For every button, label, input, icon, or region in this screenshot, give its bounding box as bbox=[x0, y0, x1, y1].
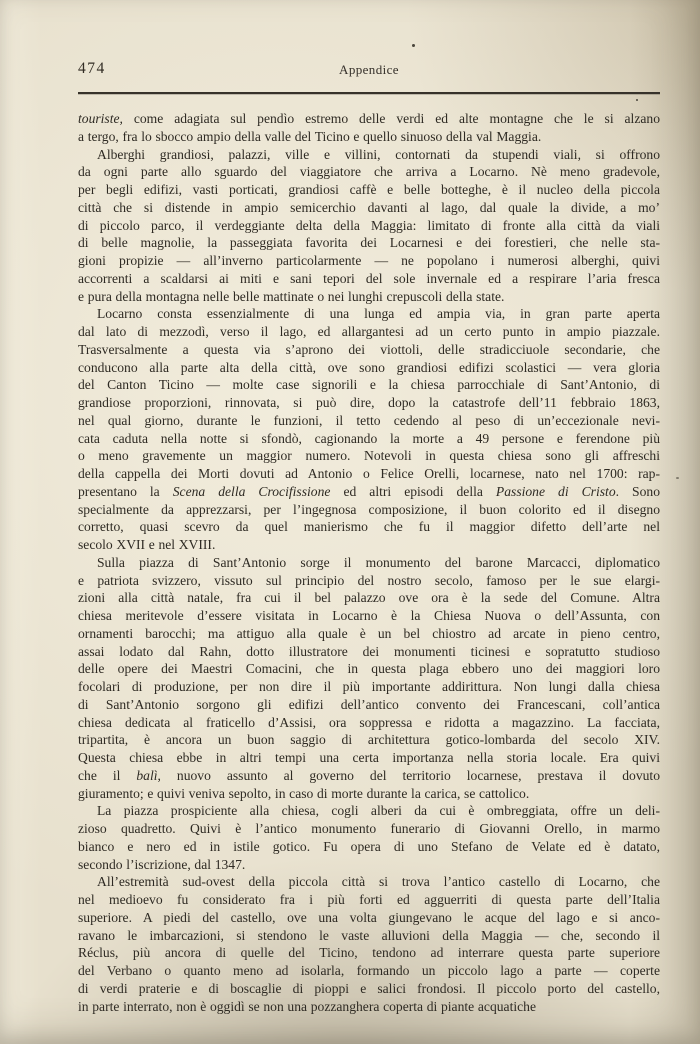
text-line: di Sant’Antonio sorgono gli edifizi dell’antico convento dei Francescani, coll’antica bbox=[78, 696, 660, 712]
text-line: del Canton Ticino — molte case signorili e la chiesa parrocchiale di Sant’Antonio, di bbox=[78, 377, 660, 393]
text-line: ornamenti barocchi; ma attiguo alla quale è un bel chiostro ad arcate in pieno centro, bbox=[78, 625, 660, 641]
running-head: Appendice bbox=[339, 62, 399, 77]
text-line: zioni alla città natale, fra cui il bel palazzo ove ora è la sede del Comune. Altra bbox=[78, 590, 660, 606]
text-line: presentano la Scena della Crocifissione ed altri episodi della Passione di Cristo. Sono bbox=[78, 483, 660, 499]
text-line: Locarno consta essenzialmente di una lunga ed ampia via, in gran parte aperta bbox=[97, 306, 660, 322]
text-line: di piccolo parco, il verdeggiante delta della Maggia: limitato di fronte alla città da viali bbox=[78, 217, 660, 233]
text-line: zioso quadretto. Quivi è l’antico monumento funerario di Giovanni Orello, in marmo bbox=[78, 821, 660, 836]
text-line: gioni propizie — all’inverno particolarmente — ne popolano i numerosi alberghi, quivi bbox=[78, 253, 660, 268]
scan-speck bbox=[412, 44, 415, 47]
text-line: assai lodato dal Rahn, dotto illustratore dei monumenti ticinesi e sopratutto studioso bbox=[78, 643, 660, 659]
body-paragraph bbox=[78, 305, 660, 554]
text-line: del Verbano o quanto meno ad isolarla, formando un piccolo lago a parte — coperte bbox=[78, 963, 660, 978]
text-line: grandiose proporzioni, rinnovata, si può dire, dopo la catastrofe dell’11 febbraio 1863, bbox=[78, 395, 660, 410]
text-line: giuramento; e quivi veniva sepolto, in caso di morte durante la carica, se cattolico. bbox=[78, 785, 530, 801]
text-line: ravano le imbarcazioni, si stendono le vaste alluvioni della Maggia — che, secondo il bbox=[78, 927, 660, 943]
text-line: specialmente da apprezzarsi, per l’ingegnosa composizione, il buon colorito ed il disegno bbox=[78, 501, 660, 517]
text-line: focolari di produzione, per non dire il più importante addirittura. Non lungi dalla chiesa bbox=[78, 679, 660, 694]
text-line: conducono alla parte alta della città, ove sono grandiosi edifizi scolastici — vera gloria bbox=[78, 359, 660, 375]
text-line: chiesa meritevole d’essere visitata in Locarno è la Chiesa Nuova o dell’Assunta, con bbox=[78, 608, 660, 623]
text-line: e patriota svizzero, vissuto sul principio del nostro secolo, famoso per le sue elargi- bbox=[78, 572, 660, 588]
text-line: Sulla piazza di Sant’Antonio sorge il monumento del barone Marcacci, diplomatico bbox=[97, 554, 660, 570]
text-line: dal lato di mezzodì, verso il lago, ed allargantesi ad un certo punto in ampio piazzale. bbox=[78, 324, 660, 339]
body-paragraph bbox=[78, 146, 660, 306]
body-paragraph bbox=[78, 873, 660, 1015]
text-line: Trasversalmente a questa via s’aprono dei viottoli, delle stradicciuole secondarie, che bbox=[78, 341, 660, 357]
text-line: in parte interrato, non è oggidì se non una pozzanghera coperta di piante acquatiche bbox=[78, 998, 536, 1014]
text-line: secondo l’iscrizione, dal 1347. bbox=[78, 856, 246, 872]
text-line: bianco e nero ed in istile gotico. Fu opera di uno Stefano de Velate ed è datato, bbox=[78, 838, 660, 854]
text-line: di verdi praterie e di boscaglie di pioppi e salici frondosi. Il piccolo porto del castello, bbox=[78, 980, 660, 996]
text-line: secolo XVII e nel XVIII. bbox=[78, 537, 216, 552]
text-line: per begli edifizi, vasti porticati, grandiosi caffè e belle botteghe, è il nucleo della piccola bbox=[78, 182, 660, 197]
text-line: delle opere dei Maestri Comacini, che in questa plaga ebbero uno dei maggiori loro bbox=[78, 661, 660, 677]
text-line: All’estremità sud-ovest della piccola città si trova l’antico castello di Locarno, che bbox=[97, 874, 660, 890]
text-line: che il balì, nuovo assunto al governo del territorio locarnese, prestava il dovuto bbox=[78, 767, 660, 783]
scan-speck bbox=[636, 99, 638, 101]
text-line: e pura della montagna nelle belle mattinate o nei lunghi crepuscoli della state. bbox=[78, 288, 505, 304]
body-paragraph bbox=[78, 802, 660, 873]
text-line: cata caduta nella notte si sfondò, cagionando la morte a 49 persone e ferendone più bbox=[78, 430, 660, 446]
body-text bbox=[78, 110, 660, 1015]
scan-speck bbox=[676, 477, 679, 479]
header-rule bbox=[78, 92, 660, 94]
text-line: superiore. A piedi del castello, ove una volta giungevano le acque del lago e si anco- bbox=[78, 909, 660, 925]
text-line: corretto, quasi scevro da quel manierismo che fu il maggior difetto dell’arte nel bbox=[78, 519, 660, 535]
body-paragraph bbox=[78, 110, 660, 146]
page-header bbox=[78, 59, 660, 81]
text-line: nel qual giorno, durante le funzioni, il tetto cedendo al peso di un’eccezionale nevi- bbox=[78, 412, 660, 428]
text-line: della cappella dei Morti dovuti ad Antonio o Felice Orelli, locarnese, nato nel 1700: rap- bbox=[78, 466, 660, 481]
text-line: nel medioevo fu considerato fra i più forti ed agguerriti di questa parte dell’Italia bbox=[78, 892, 660, 907]
text-line: Réclus, più ancora di quelle del Ticino, tendono ad interrare questa parte superiore bbox=[78, 945, 660, 961]
page-number: 474 bbox=[78, 60, 106, 77]
text-line: o meno gravemente un maggior numero. Notevoli in questa chiesa sono gli affreschi bbox=[78, 448, 660, 464]
text-line: tripartita, è ancora un buon saggio di architettura gotico-lombarda del secolo XIV. bbox=[78, 732, 660, 748]
text-line: città che si distende in ampio semicerchio davanti al lago, dal quale la divide, a mo’ bbox=[78, 199, 660, 215]
text-line: touriste, come adagiata sul pendìo estremo delle verdi ed alte montagne che le si alzano bbox=[78, 111, 660, 126]
text-line: Questa chiesa ebbe in altri tempi una certa importanza nella storia locale. Era quivi bbox=[78, 750, 660, 765]
text-line: Alberghi grandiosi, palazzi, ville e villini, contornati da stupendi viali, si offrono bbox=[97, 146, 660, 162]
text-line: di belle magnolie, la passeggiata favorita dei Locarnesi e dei forestieri, che nelle sta- bbox=[78, 235, 660, 251]
text-line: a tergo, fra lo sbocco ampio della valle del Ticino e quello sinuoso della val Maggia. bbox=[78, 128, 542, 144]
text-line: chiesa dedicata al fraticello d’Assisi, ora soppressa e ridotta a magazzino. La facciata, bbox=[78, 714, 660, 730]
body-paragraph bbox=[78, 554, 660, 803]
text-line: da ogni parte allo sguardo del viaggiatore che arriva a Locarno. Nè meno gradevole, bbox=[78, 164, 660, 180]
text-line: accorrenti a scaldarsi ai miti e sani tepori del sole invernale ed a respirare l’aria fresca bbox=[78, 270, 660, 286]
text-line: La piazza prospiciente alla chiesa, cogli alberi da cui è ombreggiata, offre un deli- bbox=[97, 803, 660, 819]
